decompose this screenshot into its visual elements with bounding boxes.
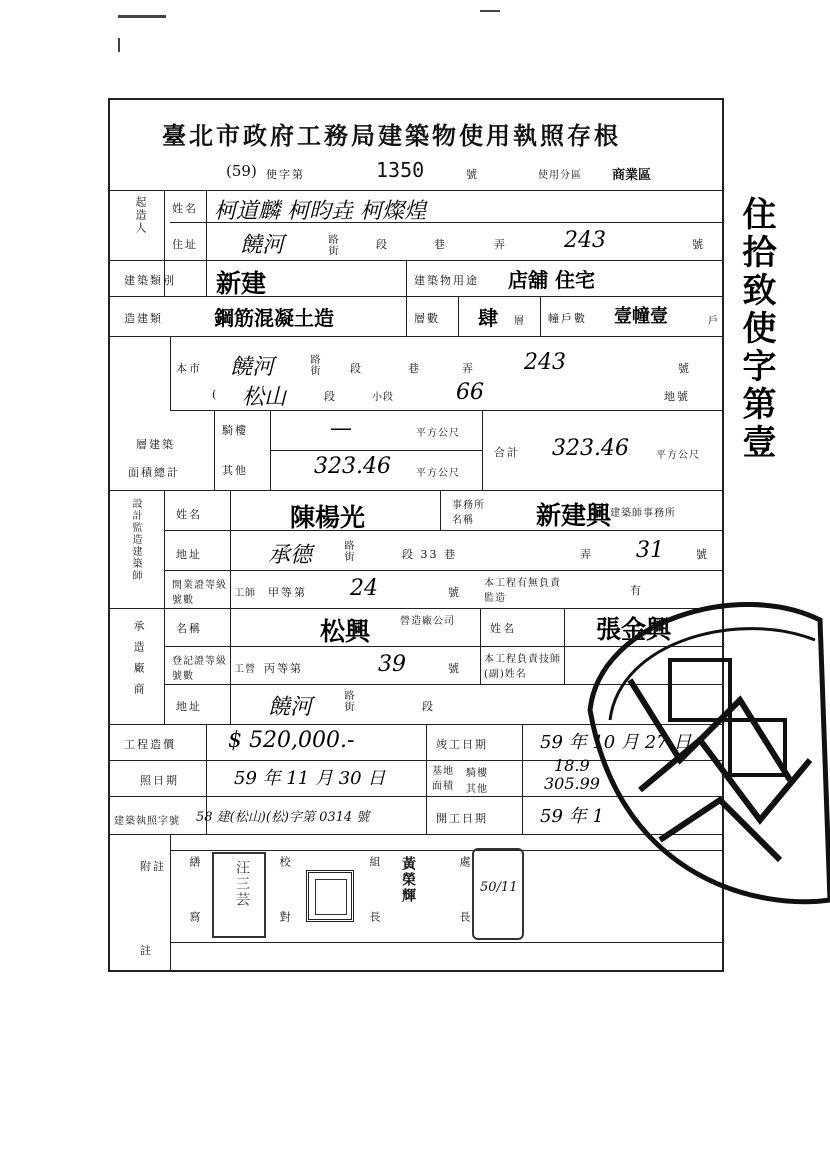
architect-name: 陳楊光: [290, 503, 366, 532]
clerk-stamp: 汪三芸: [234, 860, 250, 908]
location-city-label: 本市: [176, 362, 202, 375]
start-label: 開工日期: [436, 812, 488, 825]
location-road-label: 路街: [308, 354, 319, 376]
start-value: 59 年 1: [540, 806, 604, 827]
area-stair-label: 騎樓: [222, 424, 248, 437]
units-value: 壹幢壹: [614, 306, 668, 327]
structure-value: 鋼筋混凝土造: [214, 306, 334, 330]
director-stamp-box: [472, 848, 524, 940]
contractor-section-label: 承造廠商: [132, 620, 145, 704]
zone-value: 商業區: [612, 168, 652, 183]
scan-mark: [118, 38, 120, 52]
location-section-word: 段: [350, 362, 363, 375]
chief-stamp: 黃榮輝: [400, 856, 416, 904]
architect-license-prefix: 工師: [234, 588, 256, 599]
architect-license-no: 24: [350, 576, 378, 601]
category-label: 建築類別: [124, 274, 176, 287]
site-other-value: 305.99: [544, 774, 600, 793]
contractor-person-label: 姓名: [490, 622, 516, 635]
location-small-section: 小段: [372, 392, 394, 403]
floors-value: 肆: [478, 306, 498, 330]
applicant-names: 柯道麟 柯昀垚 柯燦煌: [214, 199, 426, 224]
architect-address-label: 地址: [176, 548, 202, 561]
location-number: 243: [524, 350, 566, 375]
clerk-stamp-box: [212, 852, 266, 938]
checker-stamp-inner: [315, 879, 347, 915]
structure-label: 造建類: [124, 312, 163, 325]
architect-number-suffix: 號: [696, 548, 709, 561]
remarks-label-top: 附註: [140, 860, 166, 873]
contractor-address-label: 地址: [176, 700, 202, 713]
license-date-label: 照日期: [140, 774, 179, 787]
applicant-road-label: 路街: [326, 234, 337, 256]
contractor-tech-label: 本工程負責技師(副)姓名: [484, 654, 561, 680]
area-other-value: 323.46: [314, 454, 391, 479]
contractor-reg-label: 登記證等級號數: [172, 656, 227, 682]
applicant-number: 243: [564, 228, 606, 253]
use-label: 建築物用途: [414, 274, 479, 287]
area-stair-value: —: [330, 416, 352, 441]
architect-supervise-value: 有: [630, 584, 643, 597]
director-note: 50/11: [480, 880, 518, 895]
area-label-2: 面積總計: [128, 466, 180, 479]
applicant-number-suffix: 號: [692, 238, 705, 251]
location-number-suffix: 號: [678, 362, 691, 375]
contractor-road-label: 路街: [342, 690, 353, 712]
architect-office: 新建興: [536, 501, 612, 530]
permit-type: 使字第: [266, 168, 305, 181]
side-text: 住拾致使字第壹: [736, 196, 776, 462]
architect-license-grade: 甲等第: [268, 586, 307, 599]
area-unit-1: 平方公尺: [416, 428, 460, 439]
site-stair-label: 騎樓: [466, 768, 488, 779]
checker-stamp: [306, 870, 354, 922]
checker-label: 校對: [278, 856, 291, 966]
architect-number: 31: [636, 538, 664, 563]
contractor-reg-grade: 丙等第: [264, 662, 303, 675]
contractor-person: 張金興: [596, 615, 672, 644]
contractor-reg-prefix: 工營: [234, 664, 256, 675]
applicant-street: 饒河: [240, 233, 285, 258]
architect-section-label: 設計監造建築師: [130, 498, 141, 582]
contractor-section-word: 段: [422, 700, 435, 713]
remarks-label-bottom: 註: [140, 944, 153, 957]
permit-number: 1350: [376, 158, 425, 182]
contractor-reg-no: 39: [378, 652, 406, 677]
clerk-label: 繕寫: [188, 856, 201, 966]
architect-license-suffix: 號: [448, 586, 461, 599]
architect-road-label: 路街: [342, 540, 353, 562]
site-stair-value: 18.9: [554, 756, 590, 775]
scan-mark: [480, 10, 500, 12]
chief-label: 組長: [368, 856, 381, 966]
location-land-label: 地號: [664, 390, 690, 403]
architect-name-label: 姓名: [176, 508, 202, 521]
use-value: 店舖 住宅: [508, 268, 595, 292]
applicant-section-word: 段: [376, 238, 389, 251]
location-open-paren: (: [212, 388, 219, 401]
site-label: 基地面積: [432, 766, 454, 792]
location-district-section: 段: [324, 390, 337, 403]
architect-address: 承德: [268, 543, 313, 568]
permit-no-value: 58 建(松山)(松)字第 0314 號: [196, 810, 370, 825]
architect-office-label: 事務所名稱: [452, 500, 485, 526]
architect-alley-label: 弄: [580, 548, 593, 561]
floors-label: 層數: [414, 312, 440, 325]
units-unit: 戶: [708, 316, 719, 327]
form-title: 臺北市政府工務局建築物使用執照存根: [162, 121, 621, 150]
contractor-name: 松興: [320, 617, 371, 646]
location-lane-word: 巷: [408, 362, 421, 375]
permit-no-label: 建築執照字號: [114, 816, 180, 827]
floors-unit: 層: [514, 316, 525, 327]
applicant-alley-word: 弄: [494, 238, 507, 251]
architect-section: 段 33 巷: [402, 548, 457, 561]
cost-label: 工程造價: [124, 738, 176, 751]
contractor-company-label: 營造廠公司: [400, 616, 455, 627]
applicant-address-label: 住址: [172, 238, 198, 251]
applicant-name-label: 姓名: [172, 202, 198, 215]
area-total-label: 合計: [494, 446, 520, 459]
complete-value: 59 年 10 月 27 日: [540, 732, 692, 753]
license-date-value: 59 年 11 月 30 日: [234, 768, 386, 789]
area-unit-3: 平方公尺: [656, 450, 700, 461]
applicant-lane-word: 巷: [434, 238, 447, 251]
official-seal-icon: [560, 560, 830, 920]
location-district: 松山: [242, 385, 287, 410]
area-unit-2: 平方公尺: [416, 468, 460, 479]
site-other-label: 其他: [466, 784, 488, 795]
applicant-section-label: 起造人: [134, 196, 147, 235]
area-label-1: 層建築: [136, 438, 175, 451]
contractor-address: 饒河: [268, 695, 313, 720]
scan-mark: [118, 15, 166, 18]
zone-label: 使用分區: [538, 170, 582, 181]
architect-office-suffix: 建築師事務所: [610, 508, 676, 519]
category-value: 新建: [216, 269, 267, 298]
area-total-value: 323.46: [552, 436, 629, 461]
complete-label: 竣工日期: [436, 738, 488, 751]
location-street: 饒河: [230, 355, 275, 380]
area-other-label: 其他: [222, 464, 248, 477]
permit-suffix: 號: [466, 168, 479, 181]
director-label: 處長: [458, 856, 471, 966]
cost-value: $ 520,000.-: [228, 728, 355, 753]
architect-license-label: 開業證等級號數: [172, 580, 227, 606]
location-alley-word: 弄: [462, 362, 475, 375]
location-land-no: 66: [456, 380, 484, 405]
contractor-name-label: 名稱: [176, 622, 202, 635]
architect-supervise-label: 本工程有無負責監造: [484, 578, 561, 604]
contractor-reg-suffix: 號: [448, 662, 461, 675]
units-label: 幢戶數: [548, 312, 587, 325]
permit-year: (59): [226, 162, 257, 180]
